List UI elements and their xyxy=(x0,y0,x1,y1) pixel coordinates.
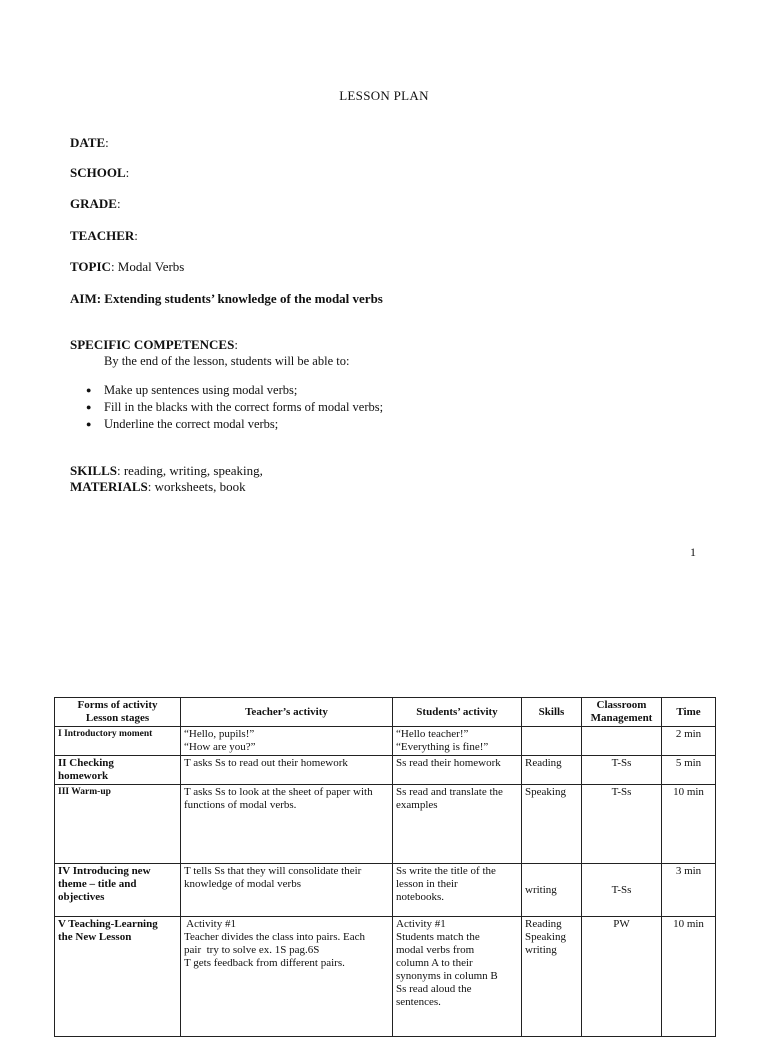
objective-item: ● Underline the correct modal verbs; xyxy=(86,416,383,433)
aim-label: AIM xyxy=(70,291,97,306)
cell-line: “How are you?” xyxy=(184,741,256,753)
teacher-label: TEACHER xyxy=(70,228,135,243)
aim-field xyxy=(70,291,383,307)
topic-label: TOPIC xyxy=(70,259,111,274)
cell-management: PW xyxy=(582,917,662,1037)
grade-field xyxy=(70,196,121,212)
cell-line: Ss read aloud the xyxy=(396,983,472,995)
cell-time: 5 min xyxy=(662,756,716,785)
cell-line: Reading xyxy=(525,918,562,930)
cell-time: 2 min xyxy=(662,727,716,756)
teacher-field xyxy=(70,228,138,244)
cell-line: column A to their xyxy=(396,957,473,969)
document-title: LESSON PLAN xyxy=(339,88,429,103)
cell-line: Speaking xyxy=(525,931,566,943)
cell-skills xyxy=(522,864,582,917)
cell-line: V Teaching-Learning xyxy=(58,918,158,930)
cell-line: objectives xyxy=(58,891,105,903)
header-management-line: Management xyxy=(590,712,653,724)
cell-line: the New Lesson xyxy=(58,931,132,943)
cell-time: 10 min xyxy=(662,785,716,864)
cell-line: knowledge of modal verbs xyxy=(184,878,301,890)
cell-stage xyxy=(55,864,181,917)
header-stage xyxy=(55,698,181,727)
cell-management: T-Ss xyxy=(582,785,662,864)
cell-line: theme – title and xyxy=(58,878,137,890)
cell-line: T asks Ss to look at the sheet of paper with xyxy=(184,786,373,798)
grade-value: : xyxy=(116,196,121,211)
cell-line: Reading xyxy=(525,757,562,769)
cell-line: synonyms in column B xyxy=(396,970,498,982)
skills-value: : reading, writing, speaking, xyxy=(116,463,263,478)
cell-line: pair try to solve ex. 1S pag.6S xyxy=(184,944,320,956)
competences-label: SPECIFIC COMPETENCES xyxy=(70,337,235,352)
date-value: : xyxy=(105,135,109,150)
cell-stage xyxy=(55,785,181,864)
header-management xyxy=(582,698,662,727)
cell-time: 10 min xyxy=(662,917,716,1037)
cell-line: IV Introducing new xyxy=(58,865,151,877)
table-row xyxy=(55,727,716,756)
cell-line: writing xyxy=(525,883,557,896)
table-row xyxy=(55,864,716,917)
cell-line: notebooks. xyxy=(396,891,444,903)
cell-line: sentences. xyxy=(396,996,441,1008)
cell-students xyxy=(393,864,522,917)
cell-teacher xyxy=(181,917,393,1037)
cell-students xyxy=(393,785,522,864)
cell-line: III Warm-up xyxy=(58,787,111,797)
header-management-line: Classroom xyxy=(596,699,647,711)
cell-line: T tells Ss that they will consolidate their xyxy=(184,865,362,877)
cell-management: T-Ss xyxy=(582,864,662,917)
cell-line: “Hello, pupils!” xyxy=(184,728,255,740)
skills-label: SKILLS xyxy=(70,463,117,478)
cell-line: “Everything is fine!” xyxy=(396,741,489,753)
cell-teacher xyxy=(181,785,393,864)
cell-management xyxy=(582,727,662,756)
cell-line: II Checking xyxy=(58,757,114,769)
cell-line: Teacher divides the class into pairs. Each xyxy=(184,931,365,943)
header-students: Students’ activity xyxy=(393,698,522,727)
topic-value: : Modal Verbs xyxy=(110,259,185,274)
materials-label: MATERIALS xyxy=(70,479,148,494)
school-value: : xyxy=(125,165,130,180)
cell-line: modal verbs from xyxy=(396,944,475,956)
competences-value: : xyxy=(234,337,238,352)
cell-teacher xyxy=(181,864,393,917)
cell-students xyxy=(393,727,522,756)
cell-line: Ss read and translate the xyxy=(396,786,503,798)
cell-teacher xyxy=(181,756,393,785)
date-field xyxy=(70,135,109,151)
cell-students xyxy=(393,756,522,785)
competences-intro: By the end of the lesson, students will be able to: xyxy=(104,354,350,368)
cell-skills xyxy=(522,756,582,785)
header-stage-line: Lesson stages xyxy=(85,712,150,724)
grade-label: GRADE xyxy=(70,196,117,211)
cell-students xyxy=(393,917,522,1037)
cell-line: Activity #1 xyxy=(184,918,236,930)
cell-line: lesson in their xyxy=(396,878,458,890)
cell-teacher xyxy=(181,727,393,756)
cell-line: Students match the xyxy=(396,931,480,943)
cell-stage xyxy=(55,756,181,785)
cell-line: Activity #1 xyxy=(396,918,446,930)
date-label: DATE xyxy=(70,135,106,150)
cell-line: Ss read their homework xyxy=(396,757,501,769)
cell-skills xyxy=(522,917,582,1037)
cell-line: homework xyxy=(58,770,109,782)
materials-field xyxy=(70,479,246,495)
school-field xyxy=(70,165,129,181)
header-stage-line: Forms of activity xyxy=(77,699,158,711)
cell-time: 3 min xyxy=(662,864,716,917)
cell-line: T asks Ss to read out their homework xyxy=(184,757,348,769)
teacher-value: : xyxy=(134,228,138,243)
header-time: Time xyxy=(662,698,716,727)
cell-line: Speaking xyxy=(525,786,566,798)
cell-line: writing xyxy=(525,944,557,956)
cell-line: examples xyxy=(396,799,438,811)
table-row xyxy=(55,785,716,864)
materials-value: : worksheets, book xyxy=(147,479,246,494)
aim-value: : Extending students’ knowledge of the modal verbs xyxy=(96,291,383,306)
topic-field xyxy=(70,259,184,275)
table-header-row xyxy=(55,698,716,727)
skills-field xyxy=(70,463,263,479)
cell-line: Ss write the title of the xyxy=(396,865,496,877)
cell-management: T-Ss xyxy=(582,756,662,785)
page-number: 1 xyxy=(690,545,696,559)
cell-line: functions of modal verbs. xyxy=(184,799,297,811)
cell-line: “Hello teacher!” xyxy=(396,728,469,740)
cell-stage xyxy=(55,917,181,1037)
objective-item: ● Fill in the blacks with the correct forms of modal verbs; xyxy=(86,399,383,416)
table-row xyxy=(55,917,716,1037)
cell-line: I Introductory moment xyxy=(58,729,153,739)
competences-field xyxy=(70,337,238,353)
cell-skills xyxy=(522,727,582,756)
cell-stage xyxy=(55,727,181,756)
objectives-list xyxy=(86,382,383,433)
objective-item: ● Make up sentences using modal verbs; xyxy=(86,382,383,399)
school-label: SCHOOL xyxy=(70,165,126,180)
cell-skills xyxy=(522,785,582,864)
lesson-plan-table xyxy=(54,697,716,1037)
cell-line: T gets feedback from different pairs. xyxy=(184,957,345,969)
table-row xyxy=(55,756,716,785)
header-teacher: Teacher’s activity xyxy=(181,698,393,727)
header-skills: Skills xyxy=(522,698,582,727)
